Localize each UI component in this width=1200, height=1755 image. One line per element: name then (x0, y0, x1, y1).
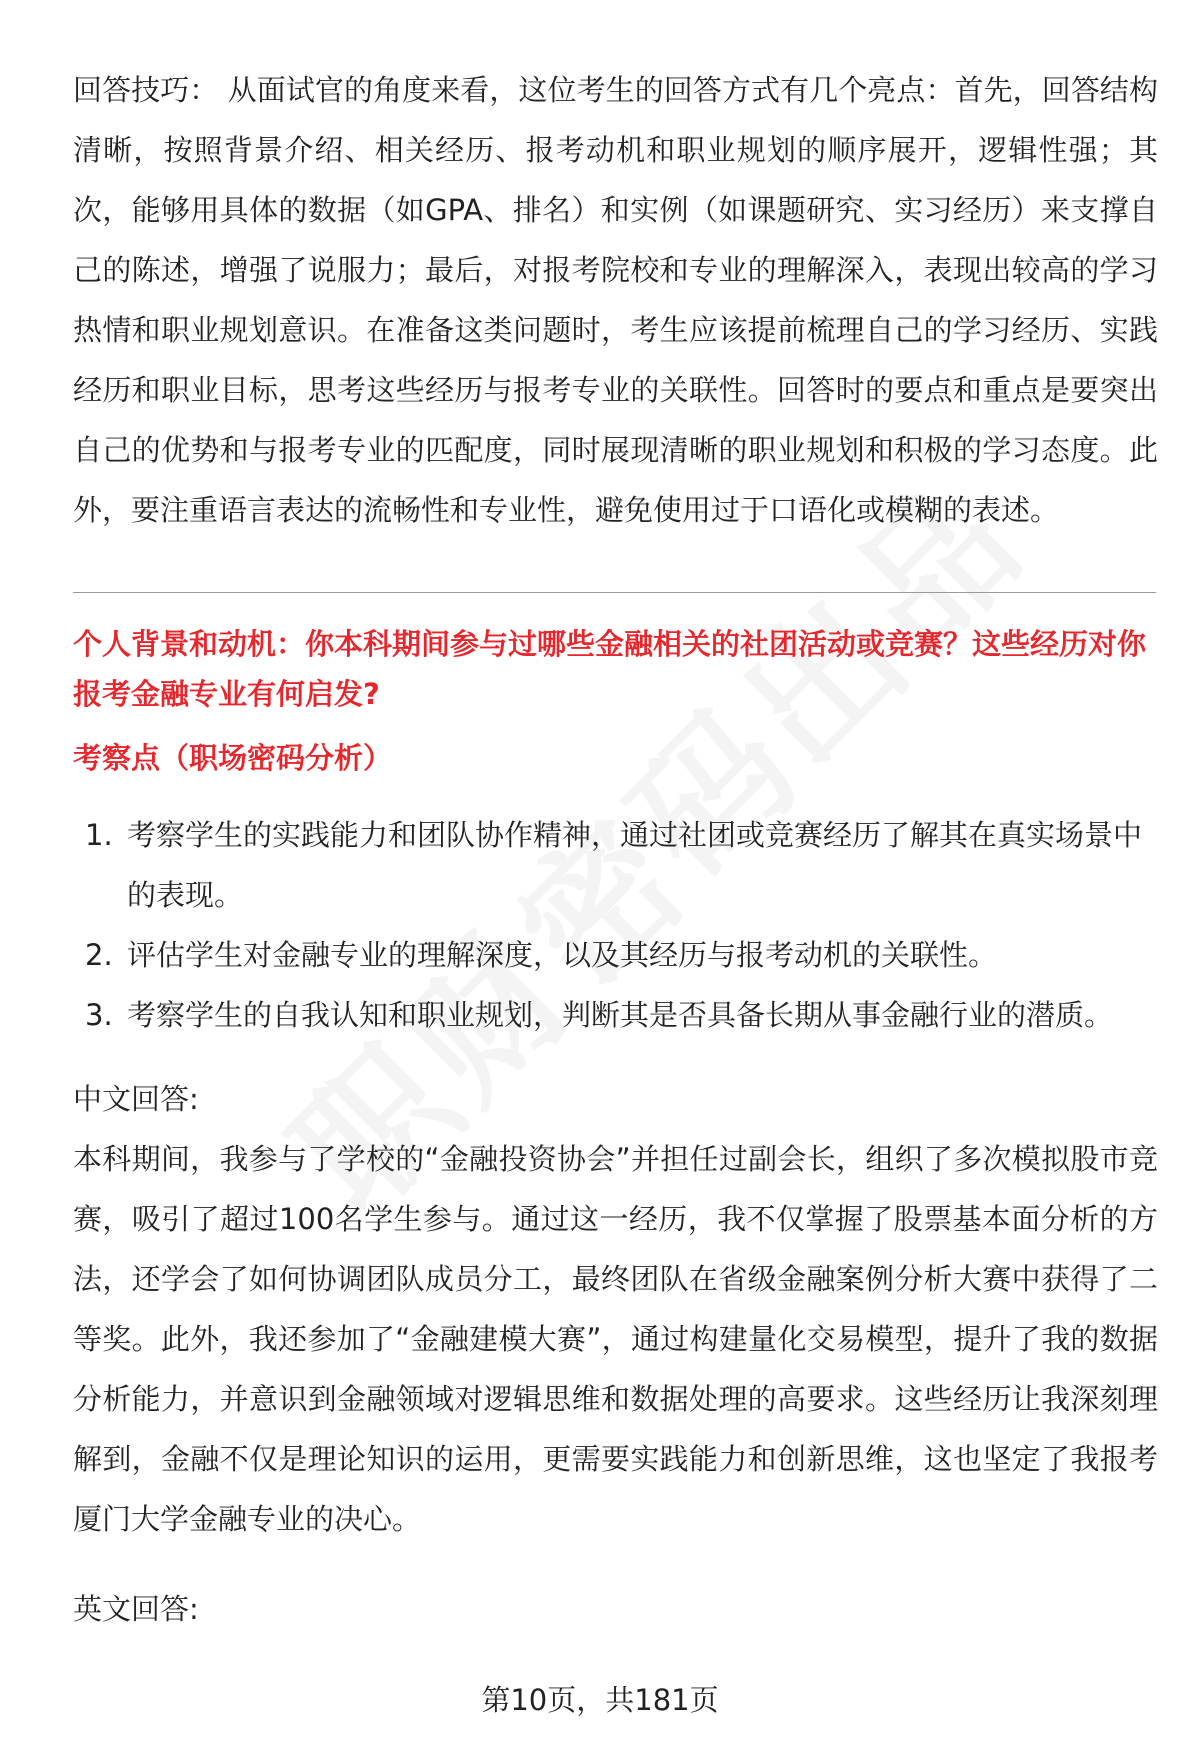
english-answer-label: 英文回答: (73, 1592, 199, 1626)
list-number: 1. (85, 818, 113, 852)
chinese-answer-text: 本科期间，我参与了学校的“金融投资协会”并担任过副会长，组织了多次模拟股市竞赛，吸引了超过100名学生参与。通过这一经历，我不仅掌握了股票基本面分析的方法，还学会了如何协调团队成员分工，最终团队在省级金融案例分析大赛中获得了二等奖。此外，我还参加了“金融建模大赛”，通过构建量化交易模型，提升了我的数据分析能力，并意识到金融领域对逻辑思维和数据处理的高要求。这些经历让我深刻理解到，金融不仅是理论知识的运用，更需要实践能力和创新思维，这也坚定了我报考厦门大学金融专业的决心。 (73, 1142, 1158, 1536)
assessment-item (73, 805, 1158, 925)
assessment-item (73, 985, 1158, 1045)
assessment-item (73, 925, 1158, 985)
list-number: 3. (85, 998, 113, 1032)
answer-tips-paragraph: 回答技巧： 从面试官的角度来看，这位考生的回答方式有几个亮点：首先，回答结构清晰，按照背景介绍、相关经历、报考动机和职业规划的顺序展开，逻辑性强；其次，能够用具体的数据（如GPA、排名）和实例（如课题研究、实习经历）来支撑自己的陈述，增强了说服力；最后，对报考院校和专业的理解深入，表现出较高的学习热情和职业规划意识。在准备这类问题时，考生应该提前梳理自己的学习经历、实践经历和职业目标，思考这些经历与报考专业的关联性。回答时的要点和重点是要突出自己的优势和与报考专业的匹配度，同时展现清晰的职业规划和积极的学习态度。此外，要注重语言表达的流畅性和专业性，避免使用过于口语化或模糊的表述。 (73, 73, 1158, 527)
page-number-footer: 第10页，共181页 (481, 1683, 719, 1717)
assessment-list (73, 805, 1158, 1045)
assessment-item-text: 评估学生对金融专业的理解深度，以及其经历与报考动机的关联性。 (127, 938, 998, 972)
assessment-heading: 考察点（职场密码分析） (73, 741, 393, 775)
section-divider (73, 592, 1156, 593)
assessment-item-text: 考察学生的自我认知和职业规划，判断其是否具备长期从事金融行业的潜质。 (127, 998, 1114, 1032)
list-number: 2. (85, 938, 113, 972)
question-heading: 个人背景和动机：你本科期间参与过哪些金融相关的社团活动或竞赛？这些经历对你报考金融专业有何启发? (73, 627, 1147, 711)
page-content (73, 60, 1158, 1639)
chinese-answer-label: 中文回答: (73, 1082, 199, 1116)
assessment-item-text: 考察学生的实践能力和团队协作精神，通过社团或竞赛经历了解其在真实场景中的表现。 (127, 818, 1143, 912)
